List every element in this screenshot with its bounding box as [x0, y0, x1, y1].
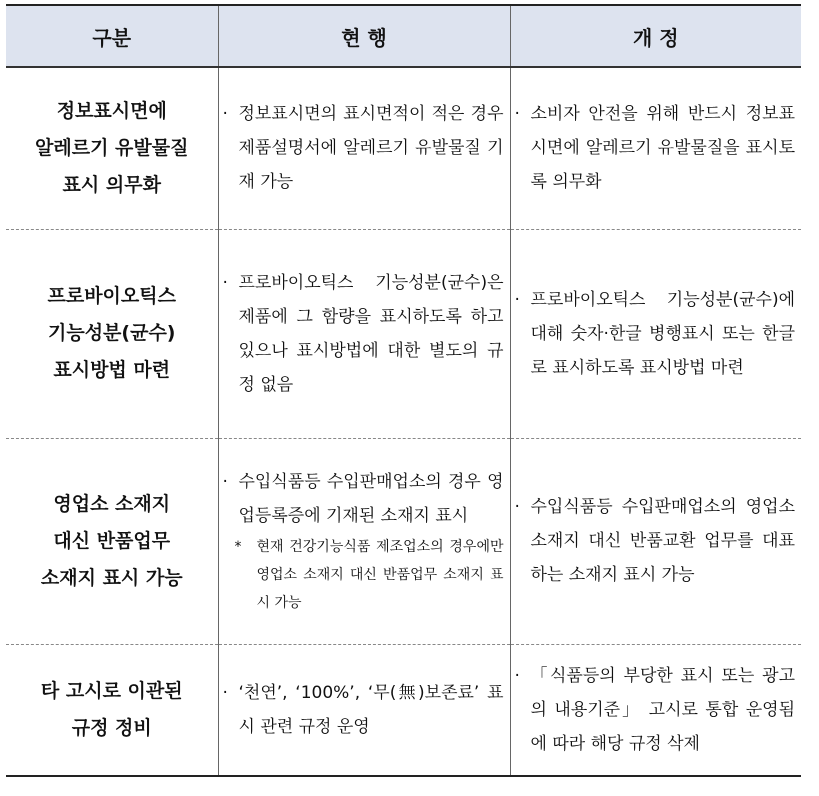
category-line: 기능성분(균수) [48, 322, 176, 344]
current-cell [218, 229, 510, 438]
bullet: · [514, 665, 520, 686]
footnote-text: 현재 건강기능식품 제조업소의 경우에만 영업소 소재지 대신 반품업무 소재지 표시 가능 [256, 539, 504, 611]
current-cell [218, 438, 510, 644]
row-category [6, 644, 218, 776]
category-line: 표시방법 마련 [53, 359, 171, 381]
footnote [219, 533, 510, 617]
revised-text: 수입식품등 수입판매업소의 영업소 소재지 대신 반품교환 업무를 대표하는 소재지 표시 가능 [530, 497, 795, 585]
bullet: · [222, 272, 228, 293]
row-category [6, 229, 218, 438]
table-row [6, 67, 801, 229]
revised-cell [510, 229, 801, 438]
revised-cell [510, 438, 801, 644]
row-category [6, 438, 218, 644]
bullet: · [222, 104, 228, 125]
category-line: 대신 반품업무 [53, 529, 171, 552]
category-line: 소재지 표시 가능 [40, 566, 183, 589]
current-cell [218, 644, 510, 776]
category-line: 타 고시로 이관된 [40, 679, 183, 702]
table-row [6, 438, 801, 644]
category-line: 규정 정비 [71, 716, 152, 739]
current-text: ‘천연’, ‘100%’, ‘무(無)보존료’ 표시 관련 규정 운영 [238, 682, 504, 737]
bullet: · [222, 682, 228, 703]
current-text: 정보표시면의 표시면적이 적은 경우 제품설명서에 알레르기 유발물질 기재 가능 [238, 104, 504, 193]
table-row [6, 644, 801, 776]
revised-text: 프로바이오틱스 기능성분(균수)에 대해 숫자·한글 병행표시 또는 한글로 표시하도록 표시방법 마련 [530, 289, 795, 378]
category-line: 영업소 소재지 [53, 492, 171, 515]
table-row [6, 229, 801, 438]
revised-cell [510, 67, 801, 229]
header-revised: 개 정 [510, 5, 801, 67]
bullet: · [514, 497, 520, 517]
current-text: 프로바이오틱스 기능성분(균수)은 제품에 그 함량을 표시하도록 하고 있으나 표시방법에 대한 별도의 규정 없음 [238, 272, 504, 395]
bullet: · [514, 289, 520, 310]
revised-text: 소비자 안전을 위해 반드시 정보표시면에 알레르기 유발물질을 표시토록 의무화 [530, 104, 795, 193]
revised-cell [510, 644, 801, 776]
header-current: 현 행 [218, 5, 510, 67]
bullet: · [514, 104, 520, 125]
comparison-table [6, 4, 801, 777]
current-cell [218, 67, 510, 229]
category-line: 알레르기 유발물질 [35, 136, 189, 159]
footnote-mark: * [234, 539, 242, 555]
current-text: 수입식품등 수입판매업소의 경우 영업등록증에 기재된 소재지 표시 [238, 472, 504, 526]
category-line: 표시 의무화 [62, 173, 161, 196]
revised-text: 「식품등의 부당한 표시 또는 광고의 내용기준」 고시로 통합 운영됨에 따라 해당 규정 삭제 [530, 665, 795, 754]
header-category: 구분 [6, 5, 218, 67]
header-row [6, 5, 801, 67]
category-line: 프로바이오틱스 [47, 285, 176, 307]
bullet: · [222, 472, 228, 492]
row-category [6, 67, 218, 229]
category-line: 정보표시면에 [56, 99, 167, 122]
